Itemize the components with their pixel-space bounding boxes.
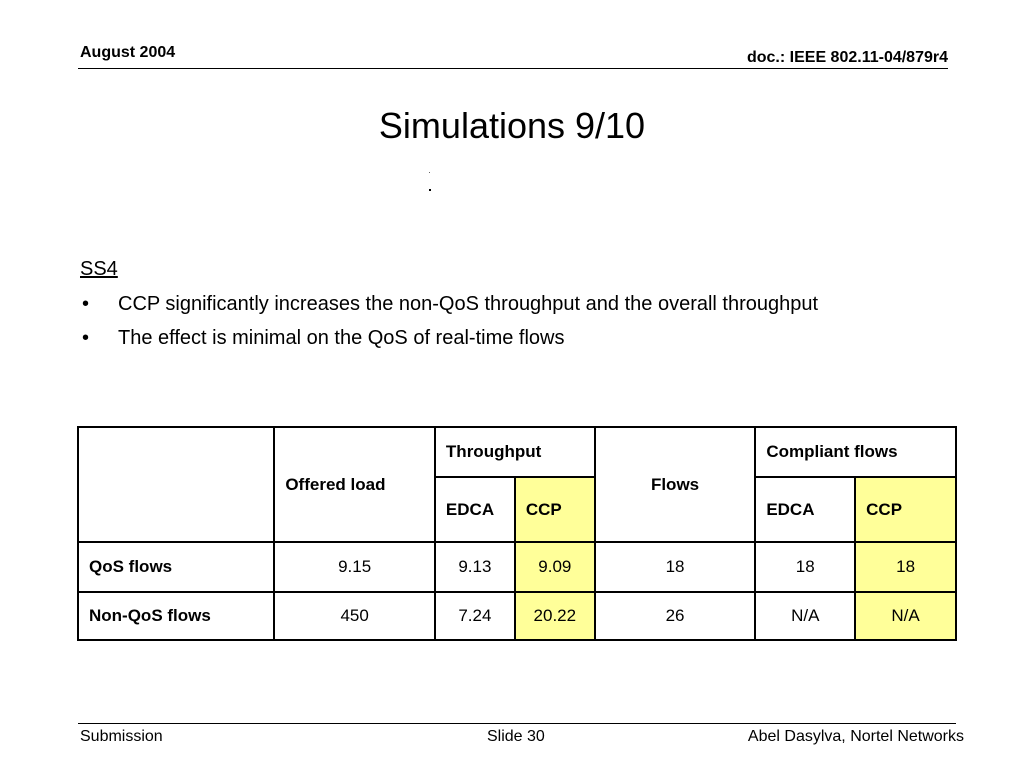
cell-throughput-ccp: 9.09 (515, 542, 595, 592)
header-compliant-flows: Compliant flows (755, 427, 956, 477)
cell-compliant-edca: N/A (755, 592, 855, 640)
bullet-marker: • (82, 327, 90, 349)
row-label: QoS flows (78, 542, 274, 592)
cell-throughput-edca: 9.13 (435, 542, 515, 592)
header-compliant-edca: EDCA (755, 477, 855, 542)
header-compliant-ccp: CCP (855, 477, 956, 542)
cell-throughput-edca: 7.24 (435, 592, 515, 640)
cell-compliant-ccp: N/A (855, 592, 956, 640)
bullet-text: The effect is minimal on the QoS of real-time flows (118, 327, 565, 349)
decorative-dot (429, 172, 430, 173)
bullet-list (80, 290, 818, 358)
header-throughput-edca: EDCA (435, 477, 515, 542)
table-header-row (78, 427, 956, 477)
header-throughput: Throughput (435, 427, 595, 477)
cell-throughput-ccp: 20.22 (515, 592, 595, 640)
slide-title: Simulations 9/10 (378, 105, 646, 146)
decorative-dot (429, 189, 431, 191)
subheading: SS4 (80, 258, 118, 280)
cell-flows: 26 (595, 592, 756, 640)
bullet-text: CCP significantly increases the non-QoS throughput and the overall throughput (118, 293, 819, 315)
results-table (77, 426, 957, 641)
cell-offered-load: 9.15 (274, 542, 435, 592)
bullet-marker: • (82, 293, 90, 315)
header-throughput-ccp: CCP (515, 477, 595, 542)
cell-offered-load: 450 (274, 592, 435, 640)
header-doc-id: doc.: IEEE 802.11-04/879r4 (746, 49, 948, 66)
footer-slide-number: Slide 30 (487, 728, 545, 745)
cell-flows: 18 (595, 542, 756, 592)
footer-submission: Submission (80, 728, 163, 745)
header-date: August 2004 (80, 44, 176, 61)
header-divider (78, 68, 948, 69)
cell-compliant-ccp: 18 (855, 542, 956, 592)
cell-compliant-edca: 18 (755, 542, 855, 592)
bullet-item (80, 290, 818, 324)
bullet-item (80, 324, 818, 358)
footer-author: Abel Dasylva, Nortel Networks (747, 728, 964, 745)
table-corner-cell (78, 427, 274, 542)
table-row (78, 592, 956, 640)
header-flows: Flows (595, 427, 756, 542)
header-offered-load: Offered load (274, 427, 435, 542)
table-row (78, 542, 956, 592)
row-label: Non-QoS flows (78, 592, 274, 640)
footer-divider (78, 723, 956, 724)
